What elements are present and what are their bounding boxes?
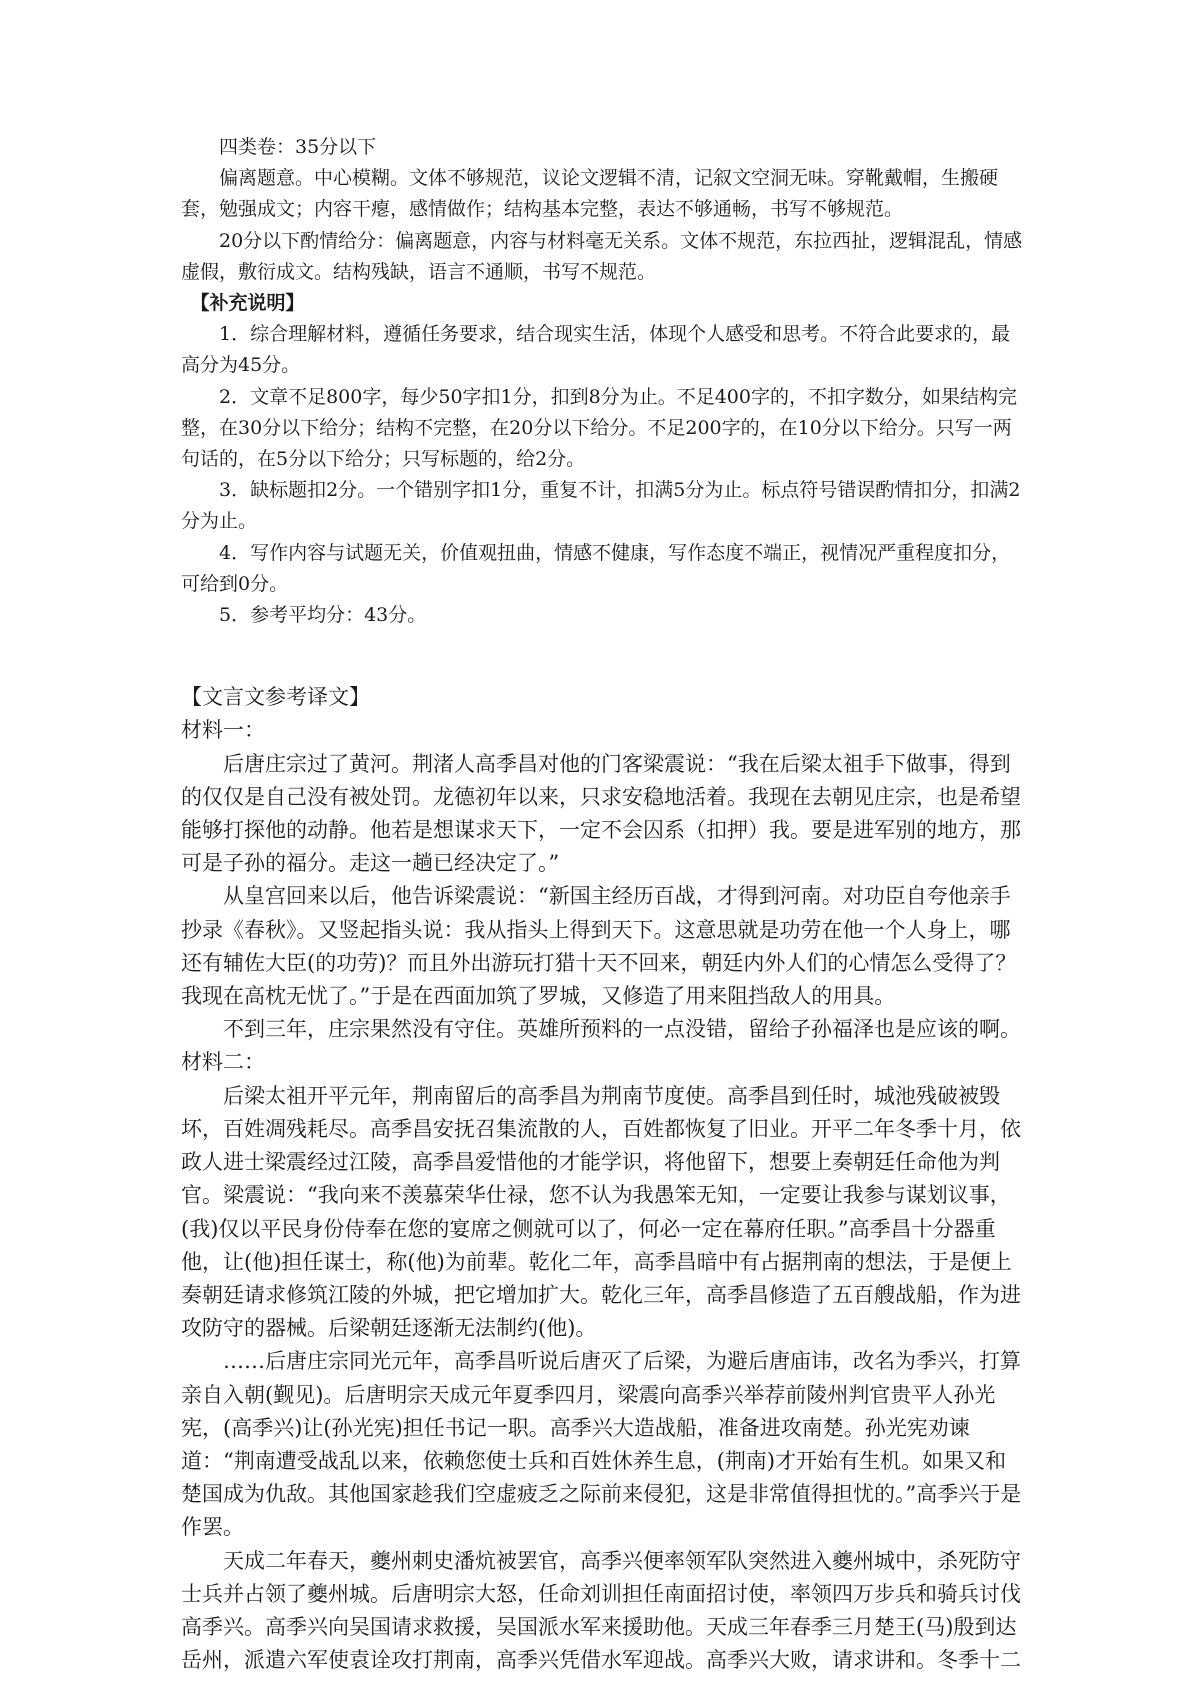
section-gap — [181, 631, 1026, 681]
material-2-paragraph: 后梁太祖开平元年，荆南留后的高季昌为荆南节度使。高季昌到任时，城池残破被毁坏，百姓凋残耗尽。高季昌安抚召集流散的人，百姓都恢复了旧业。开平二年冬季十月，依政人进士梁震经过江陵，高季昌爱惜他的才能学识，将他留下，想要上奏朝廷任命他为判官。梁震说：“我向来不羡慕荣华仕禄，您不认为我愚笨无知，一定要让我参与谋划议事，(我)仅以平民身份侍奉在您的宴席之侧就可以了，何必一定在幕府任职。”高季昌十分器重他，让(他)担任谋士，称(他)为前辈。乾化二年，高季昌暗中有占据荆南的想法，于是便上奏朝廷请求修筑江陵的外城，把它增加扩大。乾化三年，高季昌修造了五百艘战船，作为进攻防守的器械。后梁朝廷逐渐无法制约(他)。 — [181, 1083, 1021, 1341]
category4-description: 偏离题意。中心模糊。文体不够规范，议论文逻辑不清，记叙文空洞无味。穿靴戴帽，生搬硬套，勉强成文；内容干瘪，感情做作；结构基本完整，表达不够通畅，书写不够规范。 — [181, 167, 999, 221]
supplement-item-1: 1．综合理解材料，遵循任务要求，结合现实生活，体现个人感受和思考。不符合此要求的，最高分为45分。 — [181, 323, 1011, 377]
document-page — [181, 132, 1026, 1677]
translation-section — [181, 681, 1026, 1677]
material-2-paragraph: ……后唐庄宗同光元年，高季昌听说后唐灭了后梁，为避后唐庙讳，改名为季兴，打算亲自入朝(觐见)。后唐明宗天成元年夏季四月，梁震向高季兴举荐前陵州判官贵平人孙光宪，(高季兴)让(孙光宪)担任书记一职。高季兴大造战船，准备进攻南楚。孙光宪劝谏道：“荆南遭受战乱以来，依赖您使士兵和百姓休养生息，(荆南)才开始有生机。如果又和楚国成为仇敌。其他国家趁我们空虚疲乏之际前来侵犯，这是非常值得担忧的。”高季兴于是作罢。 — [181, 1349, 1022, 1540]
supplement-heading: 【补充说明】 — [190, 292, 305, 315]
grading-section — [181, 132, 1026, 631]
supplement-item-3: 3．缺标题扣2分。一个错别字扣1分，重复不计，扣满5分为止。标点符号错误酌情扣分，扣满2分为止。 — [181, 479, 1021, 533]
supplement-item-5: 5．参考平均分：43分。 — [219, 604, 427, 627]
material-1-paragraph: 后唐庄宗过了黄河。荆渚人高季昌对他的门客梁震说：“我在后梁太祖手下做事，得到的仅仅是自己没有被处罚。龙德初年以来，只求安稳地活着。我现在去朝见庄宗，也是希望能够打探他的动静。他若是想谋求天下，一定不会囚系（扣押）我。要是进军别的地方，那可是子孙的福分。走这一趟已经决定了。” — [181, 751, 1021, 876]
supplement-item-4: 4．写作内容与试题无关，价值观扭曲，情感不健康，写作态度不端正，视情况严重程度扣分，可给到0分。 — [181, 541, 1011, 595]
material-1-paragraph: 不到三年，庄宗果然没有守住。英雄所预料的一点没错，留给子孙福泽也是应该的啊。 — [223, 1017, 1021, 1042]
material-2-label: 材料二： — [181, 1050, 265, 1075]
category4-title: 四类卷：35分以下 — [219, 136, 377, 158]
translation-heading: 【文言文参考译文】 — [181, 685, 370, 710]
below-20-description: 20分以下酌情给分：偏离题意，内容与材料毫无关系。文体不规范，东拉西扯，逻辑混乱，情感虚假，敷衍成文。结构残缺，语言不通顺，书写不规范。 — [181, 229, 1023, 283]
material-1-paragraph: 从皇宫回来以后，他告诉梁震说：“新国主经历百战，才得到河南。对功臣自夸他亲手抄录《春秋》。又竖起指头说：我从指头上得到天下。这意思就是功劳在他一个人身上，哪还有辅佐大臣(的功劳)？而且外出游玩打猎十天不回来，朝廷内外人们的心情怎么受得了？我现在高枕无忧了。”于是在西面加筑了罗城，又修造了用来阻挡敌人的用具。 — [181, 884, 1017, 1009]
material-1-label: 材料一： — [181, 718, 265, 743]
supplement-item-2: 2．文章不足800字，每少50字扣1分，扣到8分为止。不足400字的，不扣字数分，如果结构完整，在30分以下给分；结构不完整，在20分以下给分。不足200字的，在10分以下给分。只写一两句话的，在5分以下给分；只写标题的，给2分。 — [181, 385, 1017, 471]
material-2-paragraph: 天成二年春天，夔州刺史潘炕被罢官，高季兴便率领军队突然进入夔州城中，杀死防守士兵并占领了夔州城。后唐明宗大怒，任命刘训担任南面招讨使，率领四万步兵和骑兵讨伐高季兴。高季兴向吴国请求救援，吴国派水军来援助他。天成三年春季三月楚王(马)殷到达岳州，派遣六军使袁诠攻打荆南，高季兴凭借水军迎战。高季兴大败，请求讲和。冬季十二 — [181, 1548, 1021, 1673]
